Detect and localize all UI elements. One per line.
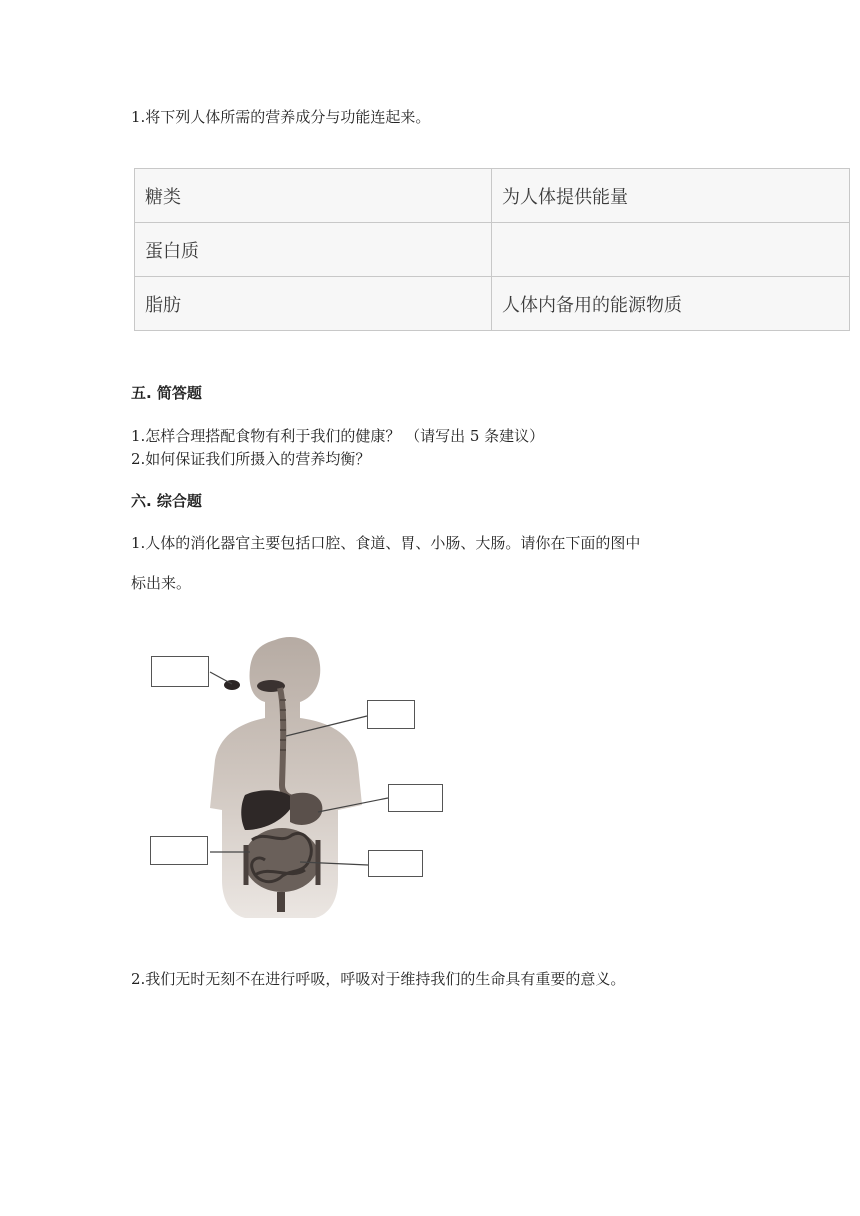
- comprehensive-question-1-line2: 标出来。: [131, 574, 192, 592]
- section-heading-comprehensive: 六. 综合题: [131, 492, 202, 510]
- function-cell: 人体内备用的能源物质: [492, 277, 850, 331]
- matching-table: [134, 168, 850, 331]
- short-answer-question-2: 2.如何保证我们所摄入的营养均衡？: [131, 450, 371, 468]
- label-box-small-intestine[interactable]: [368, 850, 423, 877]
- comprehensive-question-2: 2.我们无时无刻不在进行呼吸，呼吸对于维持我们的生命具有重要的意义。: [131, 970, 626, 988]
- label-box-stomach[interactable]: [388, 784, 443, 812]
- nutrient-cell: 脂肪: [135, 277, 492, 331]
- table-row: [135, 169, 850, 223]
- nutrient-cell: 糖类: [135, 169, 492, 223]
- table-row: [135, 277, 850, 331]
- function-cell: 为人体提供能量: [492, 169, 850, 223]
- matching-question: 1.将下列人体所需的营养成分与功能连起来。: [131, 108, 431, 126]
- short-answer-question-1: 1.怎样合理搭配食物有利于我们的健康？ （请写出 5 条建议）: [131, 427, 545, 445]
- nutrient-cell: 蛋白质: [135, 223, 492, 277]
- comprehensive-question-1-line1: 1.人体的消化器官主要包括口腔、食道、胃、小肠、大肠。请你在下面的图中: [131, 534, 641, 552]
- label-box-mouth[interactable]: [151, 656, 209, 687]
- table-row: [135, 223, 850, 277]
- function-cell: [492, 223, 850, 277]
- label-box-large-intestine[interactable]: [150, 836, 208, 865]
- section-heading-short-answer: 五. 简答题: [131, 384, 202, 402]
- label-box-esophagus[interactable]: [367, 700, 415, 729]
